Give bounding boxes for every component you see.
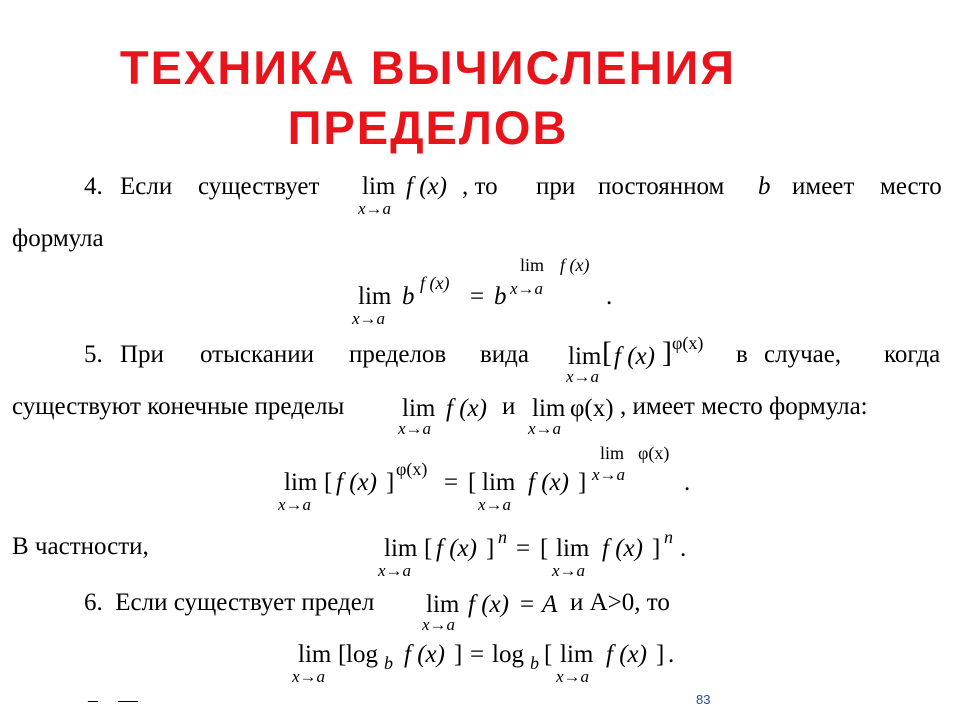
item5-line2-lim1: lim: [402, 395, 436, 422]
item5-formula-lim: lim: [284, 469, 318, 496]
item4-b: b: [758, 173, 771, 200]
item6-formula-lim-sub: x→a: [292, 667, 326, 686]
item6-formula-lim2: lim: [560, 641, 594, 668]
item4-word-at: при: [536, 173, 576, 200]
special-exp-n: n: [498, 527, 507, 547]
item5-lbracket: [: [602, 336, 612, 369]
item5-formula-exp: φ(x): [396, 459, 428, 479]
item4-formula-exp-lim: lim: [520, 255, 545, 275]
special-rbracket: ]: [486, 535, 495, 562]
item4-word-if: Если: [120, 173, 173, 200]
item4-formula-lim: lim: [358, 283, 392, 310]
item4-word-has: имеет: [792, 173, 855, 200]
item5-word-limits: пределов: [349, 341, 447, 368]
item5-formula-eq: =: [444, 469, 459, 496]
item6-formula-dot: .: [668, 641, 675, 668]
item6-fx: f (x): [468, 591, 509, 618]
item5-word-finding: отыскании: [200, 341, 314, 368]
slide-title-line2: ПРЕДЕЛОВ: [287, 101, 569, 154]
item5-line2-text: существуют конечные пределы: [12, 393, 345, 420]
item4-formula-base2: b: [494, 283, 507, 310]
item4-fx: f (x): [406, 173, 447, 200]
item4-lim-sub: x→a: [358, 199, 392, 218]
item5-line2-lim2-sub: x→a: [528, 419, 562, 438]
item6-formula-lbracket: [: [338, 641, 347, 668]
item6-formula-rbracket2: ]: [656, 641, 665, 668]
special-case-label: В частности,: [12, 533, 149, 560]
item6-A: A: [542, 591, 558, 618]
item5-line2-lim2: lim: [532, 395, 566, 422]
item5-exp-phi: φ(x): [672, 333, 704, 353]
item4-word-place: место: [880, 173, 942, 200]
item6-formula-lim: lim: [298, 641, 332, 668]
item5-formula-rbracket2: ]: [578, 469, 587, 496]
special-lim2-sub: x→a: [552, 561, 586, 580]
item4-number: 4.: [84, 173, 103, 200]
item6-formula-log2: log: [492, 641, 524, 668]
special-lbracket2: [: [540, 535, 549, 562]
item4-formula-exp-fx: f (x): [560, 255, 590, 275]
special-fx: f (x): [436, 535, 477, 562]
item5-formula-lim2-sub: x→a: [478, 495, 512, 514]
item6-lim: lim: [426, 591, 460, 618]
special-lim: lim: [384, 535, 418, 562]
item5-formula-dot: .: [684, 469, 691, 496]
item5-formula-lim-sub: x→a: [278, 495, 312, 514]
item6-formula-log: log: [346, 641, 378, 668]
special-rbracket2: ]: [652, 535, 661, 562]
item5-formula-fx2: f (x): [528, 469, 569, 496]
item4-formula-eq: =: [470, 283, 485, 310]
item5-lim-sub: x→a: [566, 367, 600, 386]
item6-formula-lim2-sub: x→a: [556, 667, 590, 686]
item6-formula-lbracket2: [: [544, 641, 553, 668]
item4-word-then: , то: [462, 173, 498, 200]
page-number: 83: [696, 692, 711, 707]
special-lbracket: [: [424, 535, 433, 562]
item5-word-case: случае,: [764, 341, 842, 368]
item4-formula-exp-sub: x→a: [510, 279, 544, 298]
item4-formula-lim-sub: x→a: [352, 309, 386, 328]
item4-word-formula: формула: [12, 225, 104, 252]
item5-formula-lbracket2: [: [468, 469, 477, 496]
item5-formula-exp-phi: φ(x): [638, 443, 670, 463]
item5-formula-lim2: lim: [482, 469, 516, 496]
item5-formula-lbracket: [: [324, 469, 333, 496]
item5-word-form: вида: [480, 341, 529, 368]
special-eq: =: [516, 535, 531, 562]
item4-formula-dot: .: [606, 283, 613, 310]
item6-formula-rbracket: ]: [454, 641, 463, 668]
item5-formula-exp-sub: x→a: [592, 465, 626, 484]
item5-fx: f (x): [614, 343, 655, 370]
item5-formula-fx: f (x): [336, 469, 377, 496]
item5-line2-lim1-sub: x→a: [398, 419, 432, 438]
item5-word-when: когда: [884, 341, 941, 368]
item4-formula-base: b: [402, 283, 415, 310]
item5-word-in: в: [736, 341, 748, 368]
item4-word-constant: постоянном: [598, 173, 725, 200]
item6-lim-sub: x→a: [422, 615, 456, 634]
item5-line2-fx: f (x): [446, 395, 487, 422]
item4-lim: lim: [362, 173, 396, 200]
cut-off-next-line: – ––: [88, 689, 138, 711]
item5-formula-rbracket: ]: [386, 469, 395, 496]
item6-formula-fx2: f (x): [606, 641, 647, 668]
item5-word-at: При: [120, 341, 164, 368]
item4-word-exists: существует: [198, 173, 320, 200]
special-dot: .: [680, 535, 687, 562]
item6-formula-fx: f (x): [404, 641, 445, 668]
item6-formula-log2-base: b: [530, 653, 539, 673]
item5-line2-rest: , имеет место формула:: [620, 393, 868, 420]
item5-lim: lim: [568, 343, 602, 370]
item6-cond: и A>0, то: [570, 589, 670, 616]
item6-text: 6. Если существует предел: [84, 589, 375, 616]
item5-rbracket: ]: [662, 336, 672, 369]
special-lim2: lim: [556, 535, 590, 562]
special-fx2: f (x): [602, 535, 643, 562]
item5-formula-exp-lim: lim: [600, 443, 625, 463]
slide-title-line1: ТЕХНИКА ВЫЧИСЛЕНИЯ: [119, 41, 737, 94]
item6-formula-eq: =: [470, 641, 485, 668]
item5-line2-and: и: [502, 393, 516, 420]
item6-formula-log-base: b: [384, 653, 393, 673]
item5-number: 5.: [84, 341, 103, 368]
item5-line2-phi: φ(x): [570, 395, 614, 422]
special-exp-n2: n: [664, 527, 673, 547]
special-lim-sub: x→a: [378, 561, 412, 580]
item6-eq: =: [520, 591, 535, 618]
item4-formula-exp: f (x): [420, 273, 450, 293]
